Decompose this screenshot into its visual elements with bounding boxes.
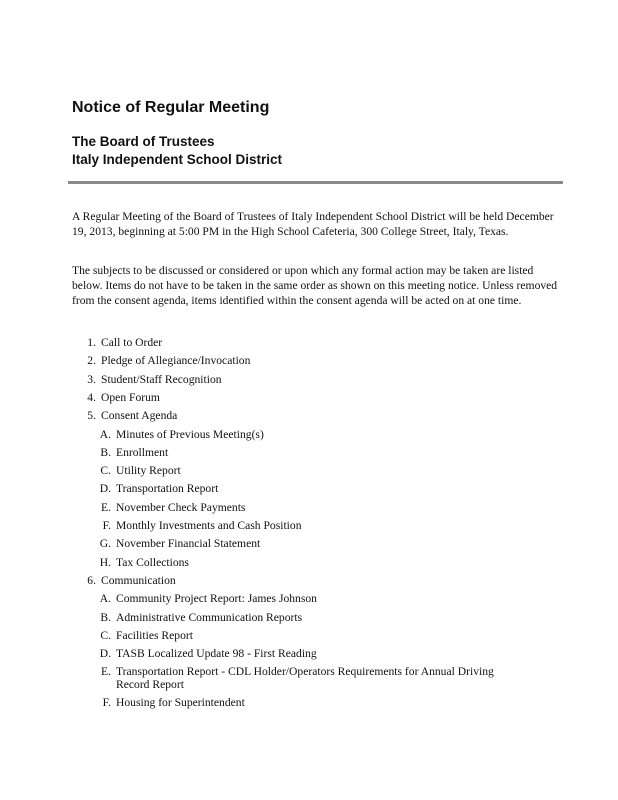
agenda-subitem-letter: C. (100, 628, 111, 642)
page-title: Notice of Regular Meeting (72, 99, 270, 116)
agenda-item-text: Student/Staff Recognition (101, 372, 222, 386)
agenda-subitem-text: Transportation Report - CDL Holder/Operators Requirements for Annual Driving Record Report (116, 665, 494, 692)
agenda-subitem-letter: A. (99, 427, 111, 441)
agenda-subitem-letter: E. (101, 500, 111, 514)
agenda-item-number: 5. (87, 409, 96, 423)
agenda-item-text: Open Forum (101, 390, 160, 404)
agenda-subitem-text: Enrollment (116, 445, 169, 459)
agenda-item-text: Communication (101, 573, 176, 587)
agenda-subitem-text: Minutes of Previous Meeting(s) (116, 427, 264, 441)
agenda-item-number: 3. (87, 372, 96, 386)
agenda-subitem-letter: B. (100, 610, 111, 624)
agenda-item-text: Call to Order (101, 336, 163, 349)
board-heading: The Board of Trustees (72, 134, 215, 149)
intro-paragraph: A Regular Meeting of the Board of Trustees of Italy Independent School District will be held December 19, 2013, beginning at 5:00 PM in the High School Cafeteria, 300 College Street, Italy, Texas. (72, 210, 554, 238)
agenda-subitem-letter: D. (99, 482, 111, 496)
district-heading: Italy Independent School District (72, 152, 283, 167)
agenda-subitem-letter: D. (99, 647, 111, 661)
agenda-subitem-letter: E. (101, 665, 111, 679)
agenda-subitem-letter: A. (99, 592, 111, 606)
agenda-subitem-text: TASB Localized Update 98 - First Reading (116, 647, 317, 661)
agenda-subitem-text: Transportation Report (116, 482, 219, 496)
agenda-subitem-letter: F. (102, 519, 111, 532)
agenda-item-number: 2. (87, 354, 96, 368)
agenda-subitem-text: Monthly Investments and Cash Position (116, 519, 302, 532)
agenda-subitem-text: Facilities Report (116, 628, 193, 642)
agenda-subitem-text: Utility Report (116, 464, 181, 478)
agenda-subitem-text: Tax Collections (116, 555, 189, 569)
agenda-subitem-letter: C. (100, 464, 111, 478)
subjects-paragraph: The subjects to be discussed or considered or upon which any formal action may be taken are listed below. Items do not have to be taken in the same order as shown on this meeting notice. Unless removed from the consent agenda, items identified within the consent agenda will be acted on at one time. (72, 264, 558, 307)
agenda-item-text: Consent Agenda (101, 409, 178, 423)
agenda-subitem-text: Housing for Superintendent (116, 695, 245, 709)
agenda-subitem-letter: G. (99, 537, 111, 551)
agenda-subitem-text: Administrative Communication Reports (116, 610, 303, 624)
agenda-item-number: 1. (87, 336, 96, 349)
agenda-subitem-text: November Check Payments (116, 500, 246, 514)
agenda-item-text: Pledge of Allegiance/Invocation (101, 354, 251, 368)
agenda-item-number: 6. (87, 573, 96, 587)
agenda-subitem-letter: H. (99, 555, 111, 569)
agenda-item-number: 4. (87, 390, 96, 404)
agenda-subitem-letter: B. (100, 445, 111, 459)
agenda-subitem-text: November Financial Statement (116, 537, 261, 551)
agenda-subitem-letter: F. (102, 695, 111, 709)
agenda-subitem-text: Community Project Report: James Johnson (116, 592, 317, 606)
